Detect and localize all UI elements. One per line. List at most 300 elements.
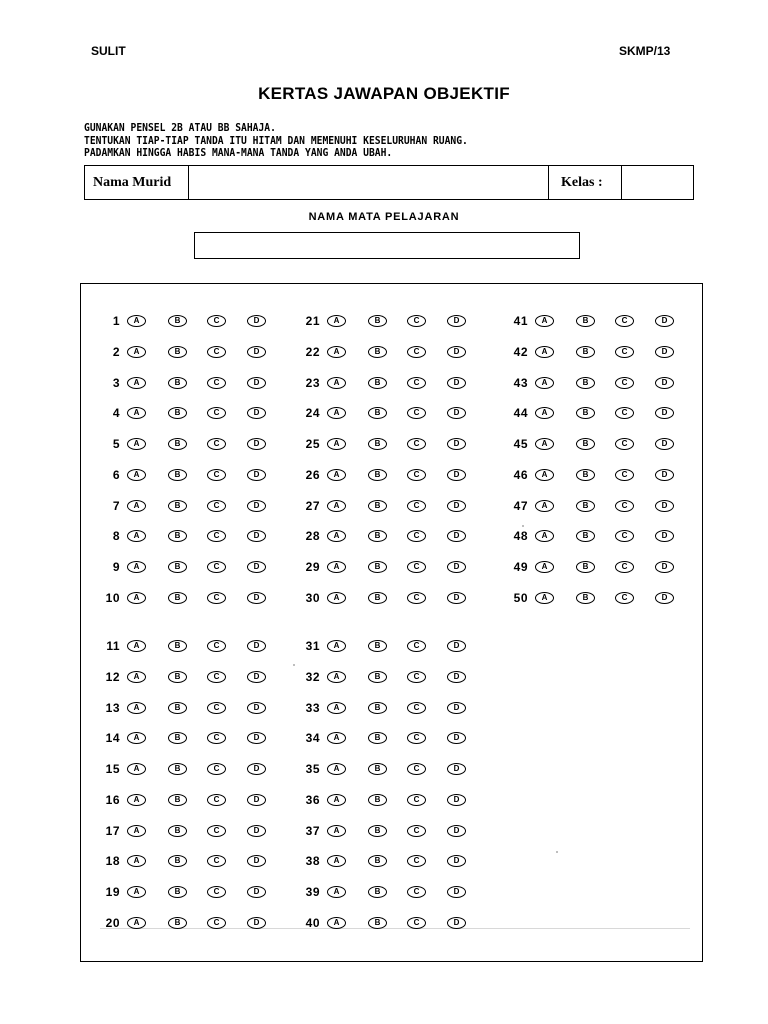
answer-bubble-a[interactable]: A	[535, 407, 554, 419]
answer-bubble-d[interactable]: D	[247, 315, 266, 327]
answer-bubble-c[interactable]: C	[207, 886, 226, 898]
answer-bubble-c[interactable]: C	[615, 407, 634, 419]
answer-bubble-c[interactable]: C	[207, 732, 226, 744]
question-row-21	[290, 313, 480, 329]
answer-bubble-d[interactable]: D	[655, 592, 674, 604]
question-number: 26	[305, 467, 320, 482]
answer-bubble-c[interactable]: C	[407, 438, 426, 450]
question-number: 35	[305, 762, 320, 776]
answer-bubble-c[interactable]: C	[207, 794, 226, 806]
question-row-28	[290, 528, 480, 544]
question-number: 32	[305, 669, 320, 684]
answer-bubble-d[interactable]: D	[655, 315, 674, 327]
answer-bubble-a[interactable]: A	[127, 917, 146, 929]
question-number: 6	[112, 467, 120, 482]
question-row-17	[90, 823, 280, 839]
class-label: Kelas :	[549, 166, 622, 199]
answer-bubble-a[interactable]: A	[127, 377, 146, 389]
answer-bubble-b[interactable]: B	[168, 469, 187, 481]
answer-bubble-a[interactable]: A	[327, 732, 346, 744]
answer-bubble-c[interactable]: C	[207, 346, 226, 358]
answer-bubble-d[interactable]: D	[247, 469, 266, 481]
question-row-4	[90, 405, 280, 421]
answer-bubble-c[interactable]: C	[207, 500, 226, 512]
answer-bubble-c[interactable]: C	[207, 702, 226, 714]
answer-bubble-c[interactable]: C	[615, 561, 634, 573]
answer-bubble-d[interactable]: D	[447, 640, 466, 652]
answer-bubble-c[interactable]: C	[407, 377, 426, 389]
question-number: 39	[305, 885, 320, 899]
question-row-24	[290, 405, 480, 421]
answer-bubble-b[interactable]: B	[168, 500, 187, 512]
answer-bubble-b[interactable]: B	[368, 592, 387, 604]
question-number: 41	[513, 314, 528, 328]
answer-bubble-c[interactable]: C	[407, 407, 426, 419]
answer-bubble-d[interactable]: D	[247, 855, 266, 867]
answer-bubble-d[interactable]: D	[447, 732, 466, 744]
instruction-line-3: PADAMKAN HINGGA HABIS MANA-MANA TANDA YANG ANDA UBAH.	[84, 147, 393, 159]
question-row-27	[290, 498, 480, 514]
answer-bubble-c[interactable]: C	[207, 407, 226, 419]
question-number: 8	[112, 529, 120, 544]
answer-bubble-a[interactable]: A	[327, 500, 346, 512]
question-row-1	[90, 313, 280, 329]
question-number: 45	[513, 437, 528, 451]
question-number: 36	[305, 792, 320, 807]
answer-bubble-a[interactable]: A	[127, 438, 146, 450]
question-number: 24	[305, 406, 320, 421]
answer-bubble-a[interactable]: A	[127, 500, 146, 512]
answer-bubble-a[interactable]: A	[535, 561, 554, 573]
question-row-37	[290, 823, 480, 839]
answer-bubble-b[interactable]: B	[368, 702, 387, 714]
answer-bubble-a[interactable]: A	[127, 886, 146, 898]
answer-bubble-a[interactable]: A	[535, 469, 554, 481]
answer-bubble-b[interactable]: B	[168, 438, 187, 450]
question-number: 15	[105, 762, 120, 776]
question-row-5	[90, 436, 280, 452]
answer-bubble-d[interactable]: D	[247, 530, 266, 542]
paper-speck	[556, 851, 558, 853]
answer-bubble-b[interactable]: B	[168, 886, 187, 898]
answer-bubble-a[interactable]: A	[327, 825, 346, 837]
answer-bubble-c[interactable]: C	[615, 377, 634, 389]
question-row-30	[290, 590, 480, 606]
answer-bubble-b[interactable]: B	[168, 855, 187, 867]
question-row-35	[290, 761, 480, 777]
answer-bubble-d[interactable]: D	[247, 640, 266, 652]
answer-bubble-d[interactable]: D	[447, 315, 466, 327]
question-number: 14	[105, 731, 120, 746]
answer-bubble-a[interactable]: A	[327, 469, 346, 481]
question-number: 20	[105, 915, 120, 930]
answer-bubble-c[interactable]: C	[207, 315, 226, 327]
answer-bubble-c[interactable]: C	[207, 825, 226, 837]
answer-bubble-a[interactable]: A	[127, 855, 146, 867]
question-number: 19	[105, 885, 120, 899]
answer-bubble-c[interactable]: C	[207, 763, 226, 775]
answer-bubble-a[interactable]: A	[535, 500, 554, 512]
answer-bubble-d[interactable]: D	[655, 469, 674, 481]
answer-bubble-d[interactable]: D	[447, 561, 466, 573]
answer-bubble-a[interactable]: A	[127, 702, 146, 714]
question-row-16	[90, 792, 280, 808]
answer-bubble-a[interactable]: A	[127, 346, 146, 358]
question-row-3	[90, 375, 280, 391]
answer-bubble-b[interactable]: B	[368, 763, 387, 775]
answer-bubble-d[interactable]: D	[247, 346, 266, 358]
answer-bubble-b[interactable]: B	[576, 530, 595, 542]
question-row-41	[498, 313, 688, 329]
answer-bubble-b[interactable]: B	[168, 640, 187, 652]
answer-bubble-c[interactable]: C	[615, 469, 634, 481]
question-row-47	[498, 498, 688, 514]
answer-bubble-c[interactable]: C	[615, 530, 634, 542]
paper-speck	[522, 525, 524, 527]
page-title: KERTAS JAWAPAN OBJEKTIF	[258, 84, 510, 103]
answer-bubble-d[interactable]: D	[447, 763, 466, 775]
answer-bubble-a[interactable]: A	[127, 530, 146, 542]
answer-bubble-b[interactable]: B	[368, 855, 387, 867]
answer-bubble-c[interactable]: C	[407, 315, 426, 327]
question-number: 30	[305, 590, 320, 605]
question-number: 16	[105, 792, 120, 807]
answer-bubble-c[interactable]: C	[207, 377, 226, 389]
answer-bubble-d[interactable]: D	[447, 438, 466, 450]
answer-bubble-a[interactable]: A	[535, 315, 554, 327]
question-row-23	[290, 375, 480, 391]
answer-bubble-d[interactable]: D	[447, 500, 466, 512]
answer-bubble-d[interactable]: D	[655, 407, 674, 419]
answer-bubble-a[interactable]: A	[327, 886, 346, 898]
answer-bubble-a[interactable]: A	[127, 561, 146, 573]
question-number: 31	[305, 639, 320, 653]
answer-bubble-b[interactable]: B	[168, 794, 187, 806]
answer-bubble-b[interactable]: B	[368, 438, 387, 450]
answer-bubble-a[interactable]: A	[327, 702, 346, 714]
answer-bubble-d[interactable]: D	[447, 671, 466, 683]
question-row-34	[290, 730, 480, 746]
question-row-43	[498, 375, 688, 391]
question-row-48	[498, 528, 688, 544]
answer-bubble-c[interactable]: C	[207, 438, 226, 450]
answer-bubble-d[interactable]: D	[247, 407, 266, 419]
answer-bubble-b[interactable]: B	[168, 671, 187, 683]
question-number: 10	[105, 590, 120, 605]
answer-bubble-d[interactable]: D	[447, 702, 466, 714]
question-number: 38	[305, 854, 320, 869]
answer-bubble-c[interactable]: C	[615, 592, 634, 604]
paper-speck	[293, 664, 295, 666]
student-name-label: Nama Murid	[85, 166, 189, 199]
answer-bubble-b[interactable]: B	[168, 763, 187, 775]
answer-bubble-a[interactable]: A	[327, 561, 346, 573]
question-row-26	[290, 467, 480, 483]
question-number: 42	[513, 344, 528, 359]
answer-bubble-a[interactable]: A	[127, 640, 146, 652]
answer-bubble-c[interactable]: C	[407, 732, 426, 744]
question-number: 12	[105, 669, 120, 684]
question-number: 21	[305, 314, 320, 328]
class-field[interactable]	[622, 166, 693, 199]
question-number: 37	[305, 823, 320, 838]
question-row-32	[290, 669, 480, 685]
answer-bubble-c[interactable]: C	[207, 917, 226, 929]
answer-bubble-b[interactable]: B	[168, 732, 187, 744]
answer-bubble-d[interactable]: D	[247, 917, 266, 929]
question-row-15	[90, 761, 280, 777]
answer-bubble-a[interactable]: A	[327, 407, 346, 419]
student-name-field[interactable]	[189, 166, 549, 199]
answer-bubble-a[interactable]: A	[535, 377, 554, 389]
answer-bubble-c[interactable]: C	[407, 917, 426, 929]
answer-bubble-b[interactable]: B	[368, 377, 387, 389]
question-row-33	[290, 700, 480, 716]
answer-bubble-b[interactable]: B	[576, 561, 595, 573]
answer-bubble-c[interactable]: C	[615, 346, 634, 358]
answer-bubble-d[interactable]: D	[247, 732, 266, 744]
answer-bubble-a[interactable]: A	[127, 825, 146, 837]
question-number: 43	[513, 375, 528, 390]
answer-bubble-d[interactable]: D	[655, 500, 674, 512]
question-row-7	[90, 498, 280, 514]
question-row-49	[498, 559, 688, 575]
answer-bubble-b[interactable]: B	[576, 315, 595, 327]
answer-bubble-c[interactable]: C	[407, 886, 426, 898]
answer-bubble-d[interactable]: D	[247, 438, 266, 450]
answer-bubble-a[interactable]: A	[127, 732, 146, 744]
answer-bubble-b[interactable]: B	[576, 346, 595, 358]
answer-bubble-b[interactable]: B	[168, 530, 187, 542]
answer-bubble-a[interactable]: A	[327, 671, 346, 683]
answer-bubble-b[interactable]: B	[168, 346, 187, 358]
answer-bubble-a[interactable]: A	[327, 640, 346, 652]
question-row-2	[90, 344, 280, 360]
answer-bubble-d[interactable]: D	[247, 377, 266, 389]
answer-bubble-a[interactable]: A	[535, 346, 554, 358]
question-row-40	[290, 915, 480, 931]
answer-bubble-b[interactable]: B	[368, 407, 387, 419]
answer-bubble-d[interactable]: D	[447, 377, 466, 389]
answer-bubble-a[interactable]: A	[535, 592, 554, 604]
answer-bubble-a[interactable]: A	[327, 346, 346, 358]
answer-bubble-d[interactable]: D	[655, 346, 674, 358]
answer-bubble-c[interactable]: C	[407, 500, 426, 512]
question-row-18	[90, 853, 280, 869]
question-number: 49	[513, 560, 528, 574]
answer-bubble-c[interactable]: C	[615, 500, 634, 512]
answer-bubble-d[interactable]: D	[247, 886, 266, 898]
instruction-line-1: GUNAKAN PENSEL 2B ATAU BB SAHAJA.	[84, 122, 276, 134]
instructions	[84, 122, 468, 160]
answer-bubble-a[interactable]: A	[327, 855, 346, 867]
question-number: 5	[112, 437, 120, 451]
answer-bubble-c[interactable]: C	[407, 763, 426, 775]
answer-bubble-c[interactable]: C	[207, 671, 226, 683]
answer-bubble-d[interactable]: D	[247, 702, 266, 714]
answer-bubble-a[interactable]: A	[327, 763, 346, 775]
answer-bubble-a[interactable]: A	[127, 671, 146, 683]
question-row-9	[90, 559, 280, 575]
answer-bubble-d[interactable]: D	[655, 530, 674, 542]
answer-bubble-b[interactable]: B	[368, 346, 387, 358]
question-row-22	[290, 344, 480, 360]
question-number: 11	[106, 639, 120, 653]
question-number: 2	[112, 344, 120, 359]
question-number: 3	[112, 375, 120, 390]
answer-bubble-a[interactable]: A	[327, 592, 346, 604]
answer-bubble-c[interactable]: C	[207, 592, 226, 604]
answer-bubble-c[interactable]: C	[615, 315, 634, 327]
answer-bubble-d[interactable]: D	[447, 917, 466, 929]
question-row-46	[498, 467, 688, 483]
answer-bubble-d[interactable]: D	[247, 500, 266, 512]
answer-bubble-d[interactable]: D	[447, 530, 466, 542]
question-row-12	[90, 669, 280, 685]
answer-bubble-b[interactable]: B	[168, 407, 187, 419]
answer-bubble-b[interactable]: B	[368, 561, 387, 573]
question-number: 4	[112, 406, 120, 421]
answer-bubble-b[interactable]: B	[168, 592, 187, 604]
answer-bubble-a[interactable]: A	[327, 917, 346, 929]
answer-bubble-a[interactable]: A	[327, 315, 346, 327]
answer-bubble-c[interactable]: C	[407, 561, 426, 573]
answer-bubble-b[interactable]: B	[168, 825, 187, 837]
answer-bubble-b[interactable]: B	[368, 825, 387, 837]
question-number: 18	[105, 854, 120, 869]
answer-bubble-c[interactable]: C	[407, 794, 426, 806]
answer-bubble-c[interactable]: C	[407, 671, 426, 683]
answer-bubble-a[interactable]: A	[127, 315, 146, 327]
question-number: 50	[513, 590, 528, 605]
answer-bubble-d[interactable]: D	[447, 346, 466, 358]
answer-bubble-d[interactable]: D	[447, 469, 466, 481]
answer-bubble-a[interactable]: A	[127, 763, 146, 775]
answer-bubble-b[interactable]: B	[576, 438, 595, 450]
answer-bubble-a[interactable]: A	[127, 469, 146, 481]
answer-bubble-d[interactable]: D	[655, 438, 674, 450]
question-number: 9	[112, 560, 120, 574]
answer-bubble-d[interactable]: D	[247, 794, 266, 806]
answer-bubble-b[interactable]: B	[368, 640, 387, 652]
answer-bubble-a[interactable]: A	[127, 407, 146, 419]
answer-bubble-b[interactable]: B	[368, 530, 387, 542]
answer-bubble-b[interactable]: B	[368, 469, 387, 481]
header-right-code: SKMP/13	[619, 44, 671, 58]
answer-bubble-d[interactable]: D	[447, 825, 466, 837]
answer-bubble-d[interactable]: D	[247, 561, 266, 573]
question-row-20	[90, 915, 280, 931]
answer-bubble-c[interactable]: C	[407, 825, 426, 837]
answer-bubble-b[interactable]: B	[168, 377, 187, 389]
question-row-14	[90, 730, 280, 746]
question-number: 7	[112, 498, 120, 513]
answer-bubble-c[interactable]: C	[407, 702, 426, 714]
question-number: 46	[513, 467, 528, 482]
answer-bubble-d[interactable]: D	[447, 592, 466, 604]
question-row-50	[498, 590, 688, 606]
answer-bubble-c[interactable]: C	[207, 855, 226, 867]
answer-bubble-d[interactable]: D	[247, 592, 266, 604]
question-row-36	[290, 792, 480, 808]
answer-bubble-b[interactable]: B	[168, 917, 187, 929]
answer-bubble-d[interactable]: D	[247, 671, 266, 683]
question-number: 23	[305, 375, 320, 390]
answer-bubble-b[interactable]: B	[168, 315, 187, 327]
answer-bubble-b[interactable]: B	[576, 592, 595, 604]
subject-label: NAMA MATA PELAJARAN	[308, 211, 460, 223]
answer-bubble-d[interactable]: D	[247, 763, 266, 775]
question-number: 33	[305, 700, 320, 715]
answer-bubble-c[interactable]: C	[407, 530, 426, 542]
answer-bubble-d[interactable]: D	[655, 561, 674, 573]
answer-bubble-c[interactable]: C	[207, 530, 226, 542]
question-row-6	[90, 467, 280, 483]
answer-bubble-b[interactable]: B	[368, 886, 387, 898]
answer-bubble-c[interactable]: C	[407, 855, 426, 867]
question-row-45	[498, 436, 688, 452]
question-number: 44	[513, 406, 528, 421]
answer-bubble-b[interactable]: B	[368, 794, 387, 806]
answer-bubble-d[interactable]: D	[247, 825, 266, 837]
question-number: 25	[305, 437, 320, 451]
question-row-8	[90, 528, 280, 544]
answer-bubble-c[interactable]: C	[207, 469, 226, 481]
answer-bubble-d[interactable]: D	[655, 377, 674, 389]
answer-bubble-b[interactable]: B	[368, 671, 387, 683]
answer-bubble-d[interactable]: D	[447, 794, 466, 806]
answer-bubble-a[interactable]: A	[327, 530, 346, 542]
question-number: 1	[112, 314, 120, 328]
answer-bubble-a[interactable]: A	[127, 794, 146, 806]
question-row-31	[290, 638, 480, 654]
answer-bubble-c[interactable]: C	[207, 561, 226, 573]
answer-bubble-c[interactable]: C	[407, 469, 426, 481]
answer-bubble-c[interactable]: C	[207, 640, 226, 652]
answer-bubble-c[interactable]: C	[407, 592, 426, 604]
answer-bubble-a[interactable]: A	[327, 794, 346, 806]
answer-bubble-d[interactable]: D	[447, 855, 466, 867]
question-number: 29	[305, 560, 320, 574]
instruction-line-2: TENTUKAN TIAP-TIAP TANDA ITU HITAM DAN MEMENUHI KESELURUHAN RUANG.	[84, 134, 468, 147]
answer-bubble-b[interactable]: B	[368, 732, 387, 744]
answer-bubble-b[interactable]: B	[368, 500, 387, 512]
answer-bubble-d[interactable]: D	[447, 886, 466, 898]
question-number: 47	[513, 498, 528, 513]
answer-bubble-a[interactable]: A	[327, 377, 346, 389]
answer-bubble-b[interactable]: B	[368, 315, 387, 327]
answer-bubble-b[interactable]: B	[168, 561, 187, 573]
answer-bubble-a[interactable]: A	[327, 438, 346, 450]
answer-bubble-b[interactable]: B	[368, 917, 387, 929]
answer-bubble-d[interactable]: D	[447, 407, 466, 419]
answer-bubble-a[interactable]: A	[535, 438, 554, 450]
subject-field[interactable]	[194, 232, 580, 259]
question-row-10	[90, 590, 280, 606]
answer-bubble-c[interactable]: C	[407, 346, 426, 358]
answer-bubble-a[interactable]: A	[127, 592, 146, 604]
answer-bubble-b[interactable]: B	[576, 377, 595, 389]
question-number: 34	[305, 731, 320, 746]
answer-bubble-b[interactable]: B	[576, 407, 595, 419]
answer-bubble-b[interactable]: B	[168, 702, 187, 714]
question-number: 40	[305, 915, 320, 930]
answer-bubble-c[interactable]: C	[615, 438, 634, 450]
answer-bubble-a[interactable]: A	[535, 530, 554, 542]
answer-bubble-b[interactable]: B	[576, 469, 595, 481]
answer-bubble-c[interactable]: C	[407, 640, 426, 652]
answer-bubble-b[interactable]: B	[576, 500, 595, 512]
